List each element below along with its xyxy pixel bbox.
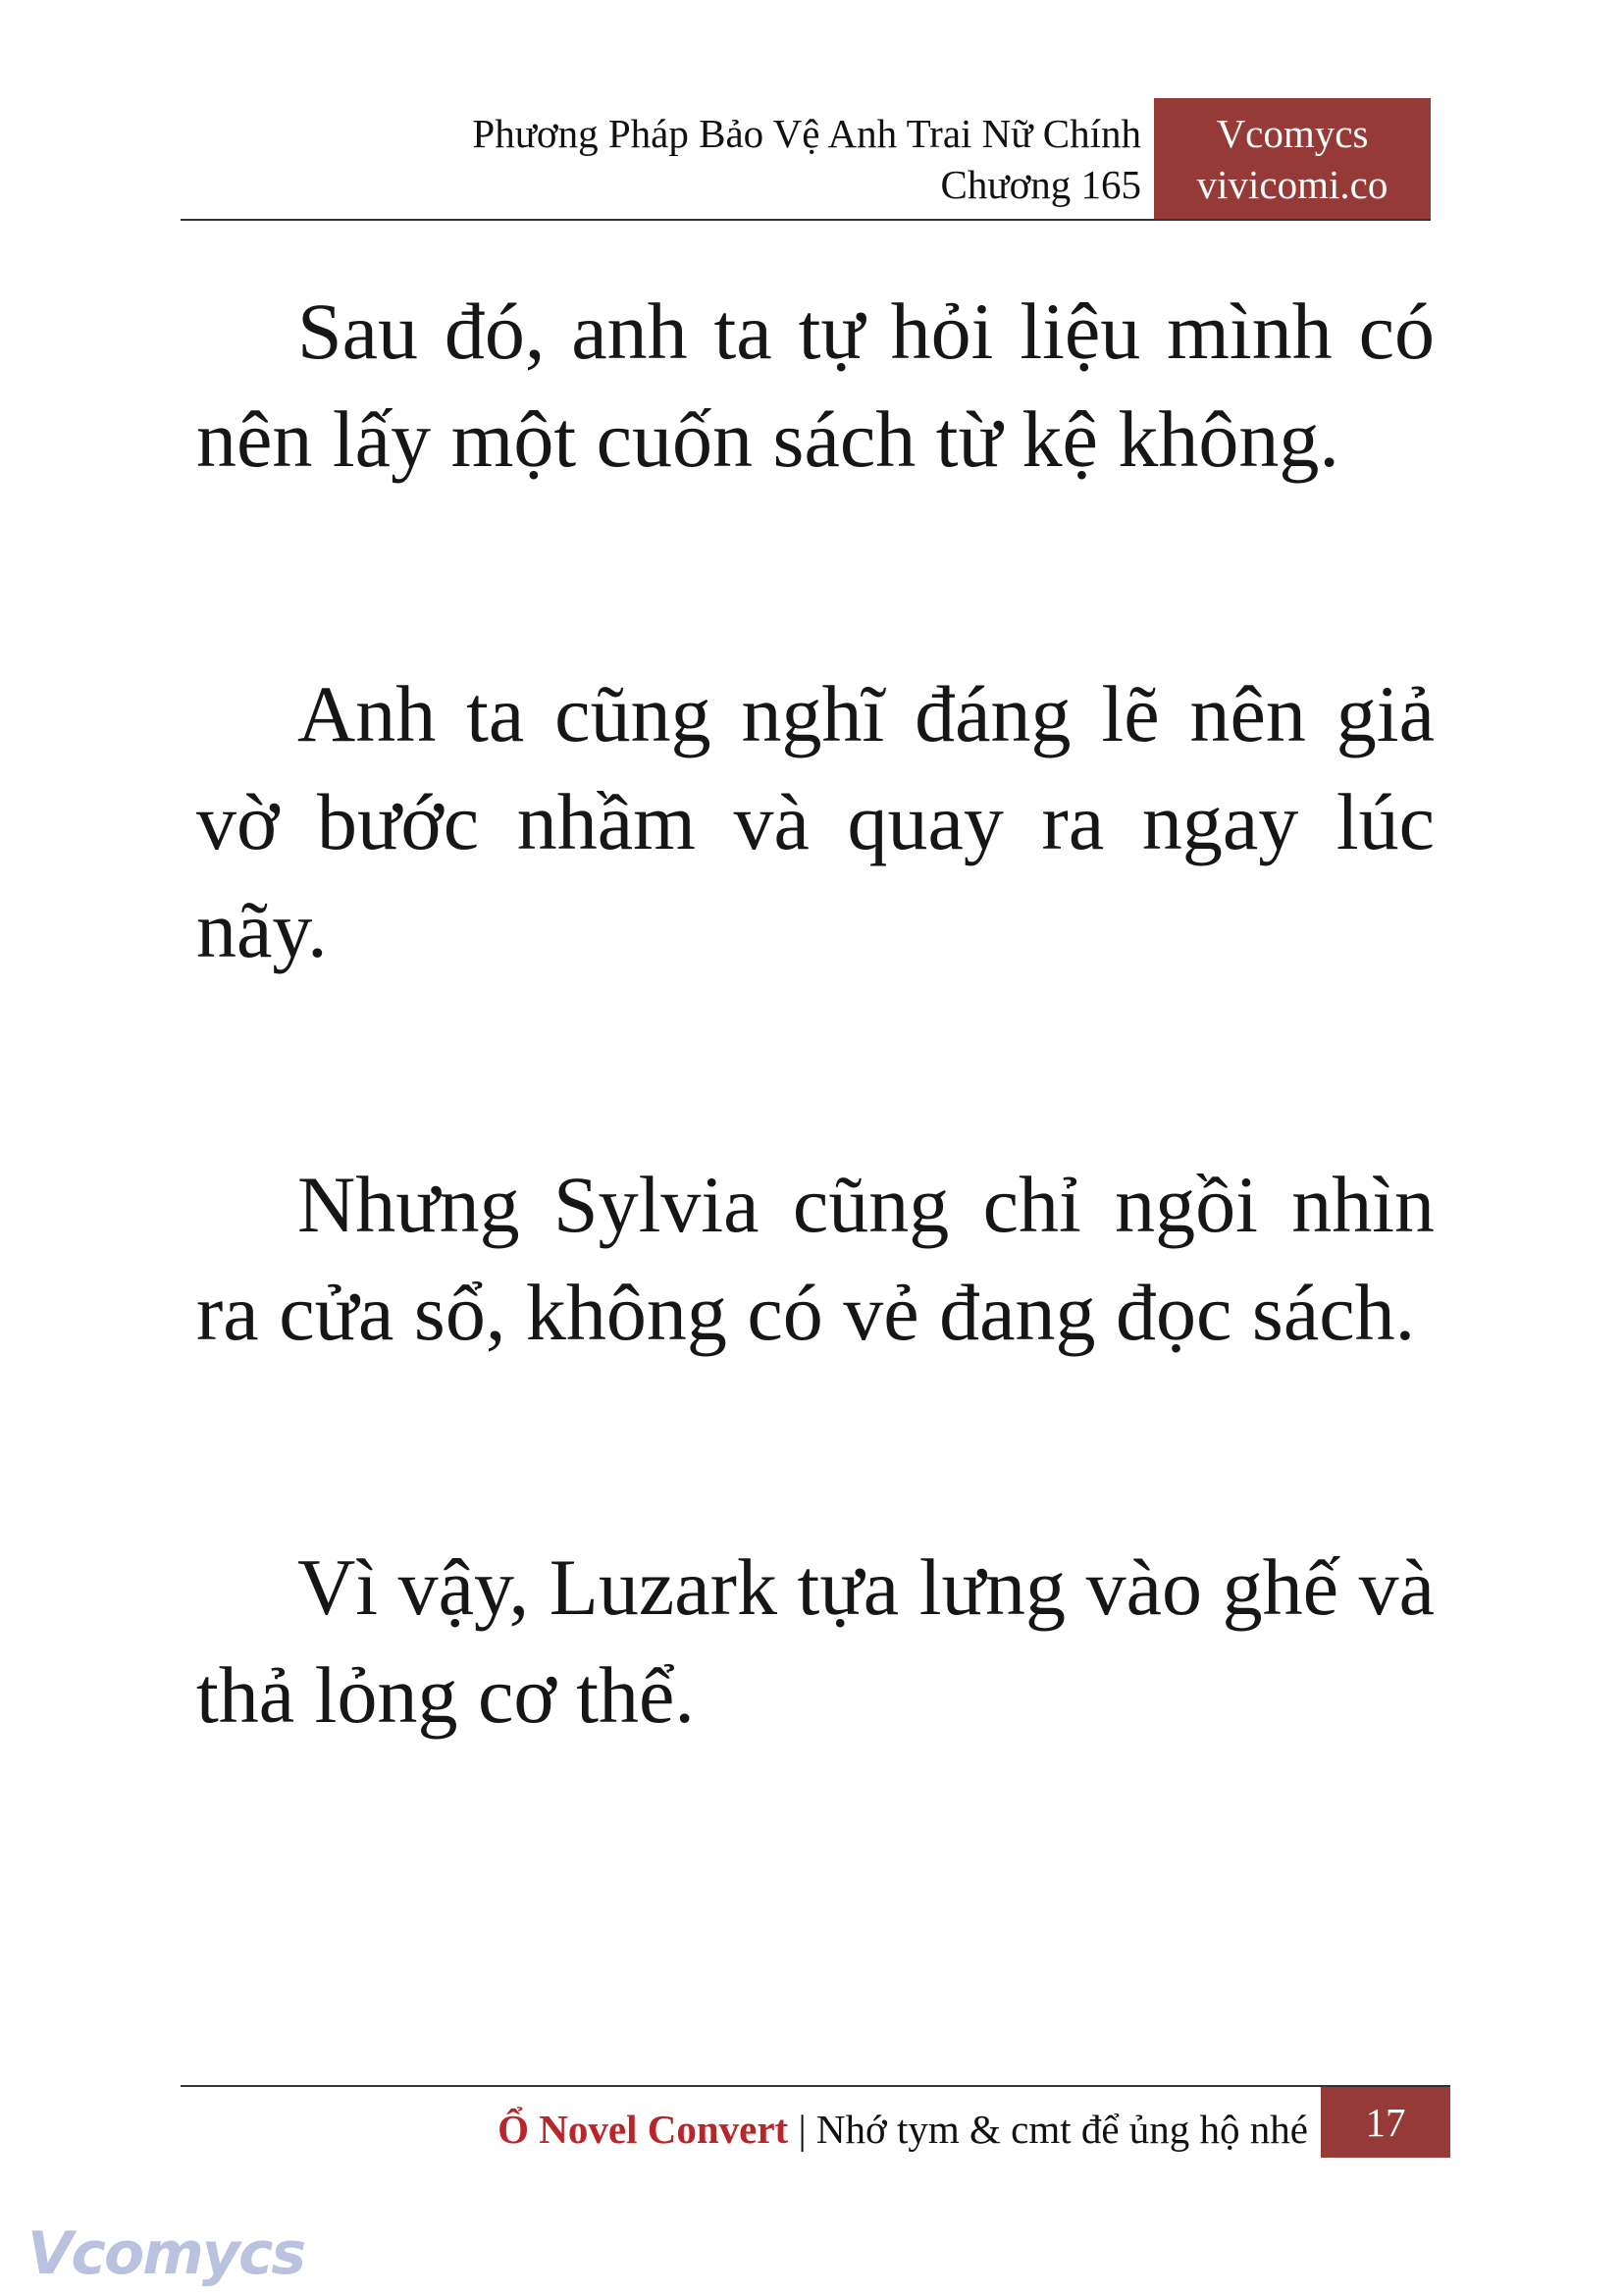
header-divider — [181, 219, 1431, 221]
paragraph-2: Anh ta cũng nghĩ đáng lẽ nên giả vờ bước nhầm và quay ra ngay lúc nãy. — [196, 669, 1435, 974]
footer-message: Nhớ tym & cmt để ủng hộ nhé — [815, 2107, 1308, 2152]
paragraph-4: Vì vậy, Luzark tựa lưng vào ghế và thả lỏng cơ thể. — [196, 1542, 1435, 1740]
badge-brand: Vcomycs — [1216, 111, 1369, 156]
footer-separator: | — [788, 2107, 816, 2152]
book-title: Phương Pháp Bảo Vệ Anh Trai Nữ Chính — [472, 111, 1141, 156]
paragraph-1: Sau đó, anh ta tự hỏi liệu mình có nên lấy một cuốn sách từ kệ không. — [196, 287, 1435, 484]
badge-url: vivicomi.co — [1196, 162, 1388, 207]
header-title-block — [472, 108, 1141, 210]
footer-divider — [181, 2085, 1450, 2087]
paragraph-3: Nhưng Sylvia cũng chỉ ngồi nhìn ra cửa sổ, không có vẻ đang đọc sách. — [196, 1160, 1435, 1357]
footer-brand: Ổ Novel Convert — [498, 2107, 789, 2152]
page-number: 17 — [1321, 2087, 1450, 2158]
chapter-label: Chương 165 — [940, 162, 1141, 207]
footer-credit — [498, 2100, 1308, 2159]
watermark-logo: Vcomycs — [27, 2219, 305, 2288]
chapter-body — [196, 278, 1435, 1916]
site-badge — [1154, 98, 1431, 220]
